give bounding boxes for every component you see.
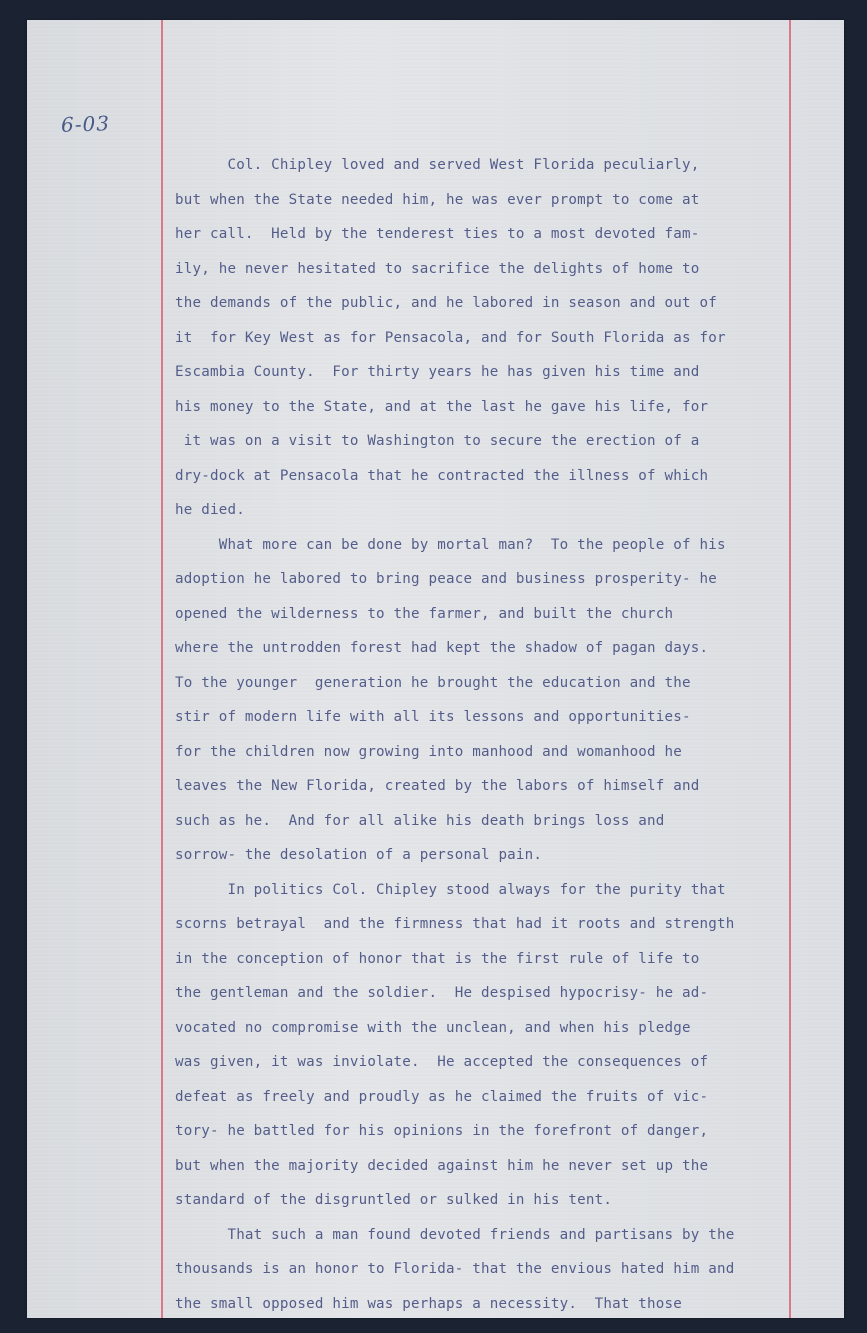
left-margin-rule [161, 20, 163, 1318]
text-line: her call. Held by the tenderest ties to a most devoted fam- [175, 226, 700, 242]
text-line: such as he. And for all alike his death brings loss and [175, 812, 665, 829]
text-line: thousands is an honor to Florida- that the envious hated him and [175, 1261, 735, 1277]
text-line: for the children now growing into manhood and womanhood he [175, 743, 683, 760]
text-line: the gentleman and the soldier. He despised hypocrisy- he ad- [175, 985, 709, 1001]
handwritten-page-number: 6-03 [60, 111, 111, 137]
text-line: standard of the disgruntled or sulked in his tent. [175, 1192, 613, 1208]
text-line: tory- he battled for his opinions in the forefront of danger, [175, 1123, 709, 1139]
text-line: leaves the New Florida, created by the labors of himself and [175, 778, 700, 794]
text-line: vocated no compromise with the unclean, and when his pledge [175, 1019, 691, 1036]
text-line: sorrow- the desolation of a personal pain. [175, 847, 543, 863]
text-line: his money to the State, and at the last he gave his life, for [175, 398, 709, 415]
text-line: it was on a visit to Washington to secure the erection of a [175, 433, 700, 449]
typescript-page [27, 20, 844, 1318]
text-line: the demands of the public, and he labored in season and out of [175, 295, 717, 311]
text-line: ily, he never hesitated to sacrifice the delights of home to [175, 260, 700, 277]
text-line: stir of modern life with all its lessons and opportunities- [175, 709, 691, 725]
text-line: but when the majority decided against him he never set up the [175, 1157, 709, 1174]
text-line: What more can be done by mortal man? To the people of his [175, 536, 726, 553]
text-line: the small opposed him was perhaps a necessity. That those [175, 1295, 683, 1312]
text-line: dry-dock at Pensacola that he contracted the illness of which [175, 467, 709, 484]
text-line: it for Key West as for Pensacola, and for South Florida as for [175, 329, 726, 346]
text-line: was given, it was inviolate. He accepted the consequences of [175, 1054, 709, 1070]
text-line: That such a man found devoted friends and partisans by the [175, 1226, 735, 1243]
typed-body-text [175, 148, 835, 1321]
text-line: scorns betrayal and the firmness that had it roots and strength [175, 916, 735, 932]
text-line: in the conception of honor that is the first rule of life to [175, 950, 700, 967]
text-line: Escambia County. For thirty years he has given his time and [175, 364, 700, 380]
text-line: Col. Chipley loved and served West Florida peculiarly, [175, 157, 700, 173]
text-line: In politics Col. Chipley stood always for the purity that [175, 881, 726, 898]
text-line: opened the wilderness to the farmer, and built the church [175, 605, 674, 622]
text-line: adoption he labored to bring peace and business prosperity- he [175, 571, 717, 587]
text-line: he died. [175, 502, 245, 518]
text-line: but when the State needed him, he was ever prompt to come at [175, 191, 700, 208]
text-line: where the untrodden forest had kept the shadow of pagan days. [175, 640, 709, 656]
text-line: To the younger generation he brought the education and the [175, 674, 691, 691]
text-line: defeat as freely and proudly as he claimed the fruits of vic- [175, 1088, 709, 1105]
